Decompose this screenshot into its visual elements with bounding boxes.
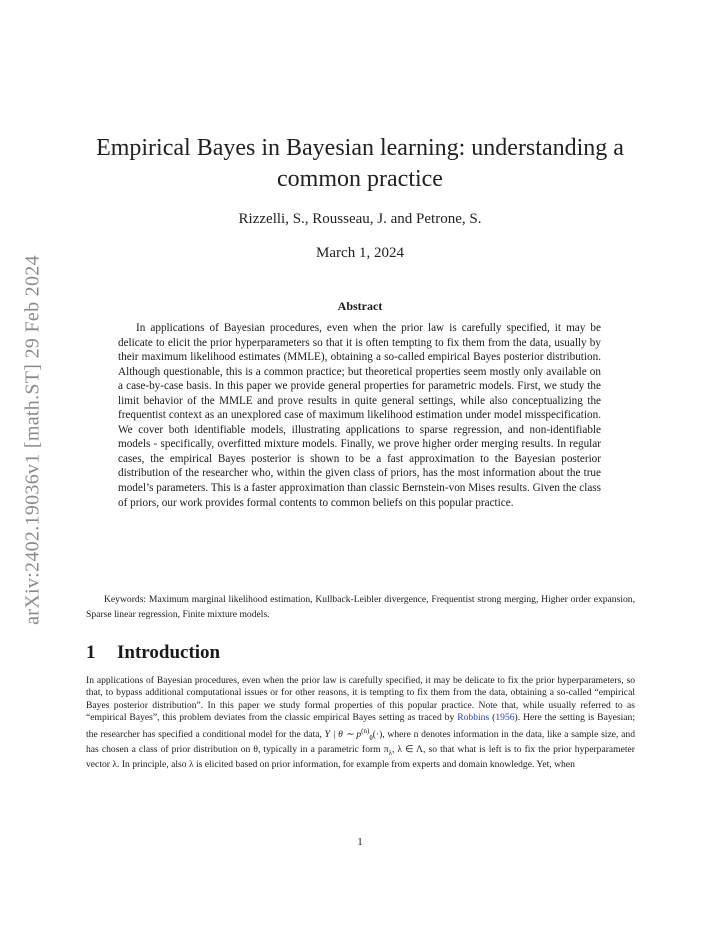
formula-subscript: θ (369, 733, 373, 742)
introduction-paragraph: In applications of Bayesian procedures, even when the prior law is carefully specified, it may be delicate to fix the prior hyperparameters, so that, to bypass additional computational issues or for other reasons, it is tempting to fix them from the data, obtaining a so-called “empirical Bayes posterior distribution”. In this paper we study formal properties of this popular practice. Note that, while usually referred to as “empirical Bayes”, this problem deviates from the classic empirical Bayes setting as traced by Robbins (1956). Here the setting is Bayesian; the researcher has specified a conditional model for the data, Y | θ ∼ $p^{(n)}_\theta(\cdot)$, where n denotes information in the data, like a sample size, and has chosen a class of prior distribution on θ, typically in a parametric form $\pi_\lambda$, λ ∈ Λ, so that what is left is to fix the prior hyperparameter vector λ. In principle, also λ is elicited based on prior information, for example from experts and domain knowledge. Yet, when (86, 675, 636, 771)
intro-text-part1: In applications of Bayesian procedures, even when the prior law is carefully specified, it may be delicate to fix the prior hyperparameters, so that, to bypass additional computational issues or for other reasons, it is tempting to fix them from the data, obtaining a so-called “empirical Bayes posterior distribution”. In this paper we study formal properties of this popular practice. Note that, while usually referred to as “empirical Bayes”, this problem deviates from the classic empirical Bayes setting as traced by (86, 675, 635, 724)
lambda-subscript: λ (388, 749, 392, 758)
keywords: Keywords: Maximum marginal likelihood estimation, Kullback-Leibler divergence, Frequentist strong merging, Higher order expansion, Sparse linear regression, Finite mixture models. (86, 594, 635, 620)
citation-author-link[interactable]: Robbins (457, 712, 490, 724)
intro-text-part3: where n denotes information in the data, like a sample size, and has chosen a class of prior distribution on θ, typically in a parametric form π (86, 728, 635, 756)
intro-text-part2: ). Here the setting is Bayesian; the researcher has specified a conditional model for the data, (86, 712, 636, 740)
paper-title: Empirical Bayes in Bayesian learning: understanding a common practice (96, 135, 624, 192)
model-formula: Y | θ ∼ $p^{(n)}_\theta(\cdot)$, (324, 726, 385, 742)
abstract-heading: Abstract (337, 299, 383, 313)
paper-date: March 1, 2024 (316, 245, 404, 261)
citation-year-link[interactable]: 1956 (495, 712, 515, 724)
abstract-text: In applications of Bayesian procedures, even when the prior law is carefully specified, it may be delicate to elicit the prior hyperparameters so that it is often tempting to fix them from the data, usually by their maximum likelihood estimates (MMLE), obtaining a so-called empirical Bayes posterior distribution. Although questionable, this is a common practice; but theoretical properties seem mostly only available on a case-by-case basis. In this paper we provide general properties for parametric models. First, we study the limit behavior of the MMLE and prove results in quite general settings, while also conceptualizing the frequentist context as an unexplored case of maximum likelihood estimation under model misspecification. We cover both identifiable models, illustrating applications to sparse regression, and non-identifiable models - specifically, overfitted mixture models. Finally, we prove higher order merging results. In regular cases, the empirical Bayes posterior is shown to be a fast approximation to the Bayesian posterior distribution of the researcher who, within the given class of priors, has the most information about the true model’s parameters. This is a faster approximation than classic Bernstein-von Mises results. Given the class of priors, our work provides formal contents to common beliefs on this popular practice. (118, 322, 601, 509)
page-number: 1 (357, 836, 363, 848)
paper-authors: Rizzelli, S., Rousseau, J. and Petrone, S. (238, 211, 482, 227)
formula-superscript: (n) (361, 726, 370, 735)
arxiv-identifier-text: arXiv:2402.19036v1 [math.ST] 29 Feb 2024 (21, 255, 44, 625)
section-heading (86, 642, 220, 664)
intro-text-part4: , λ ∈ Λ, so that what is left is to fix the prior hyperparameter vector λ. In principle, also λ is elicited based on prior information, for example from experts and domain knowledge. Yet, when (86, 744, 635, 771)
section-number: 1 (86, 642, 96, 663)
section-title: Introduction (117, 642, 221, 663)
